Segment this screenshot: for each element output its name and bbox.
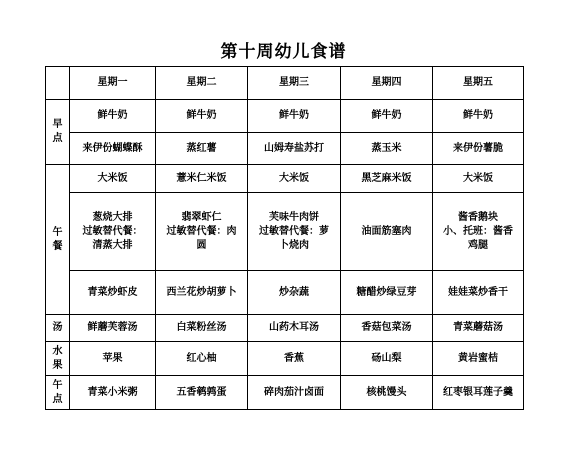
snack-row [46, 376, 524, 410]
breakfast-drink-row [46, 100, 524, 133]
day-header: 星期一 [70, 67, 156, 100]
menu-cell: 鲜牛奶 [248, 100, 341, 133]
menu-cell: 糖醋炒绿豆芽 [341, 271, 433, 315]
menu-cell: 鲜牛奶 [70, 100, 156, 133]
menu-cell: 黄岩蜜桔 [433, 342, 524, 376]
menu-cell: 青菜蘑菇汤 [433, 315, 524, 342]
category-lunch: 午 餐 [46, 165, 70, 315]
menu-cell: 鲜蘑芙蓉汤 [70, 315, 156, 342]
fruit-row [46, 342, 524, 376]
menu-cell: 鲜牛奶 [156, 100, 248, 133]
menu-cell: 青菜炒虾皮 [70, 271, 156, 315]
lunch-main-row [46, 193, 524, 271]
menu-cell: 葱烧大排 过敏替代餐： 清蒸大排 [70, 193, 156, 271]
menu-table [45, 66, 524, 410]
menu-cell: 蒸玉米 [341, 133, 433, 165]
menu-cell: 大米饭 [433, 165, 524, 193]
menu-cell: 红心柚 [156, 342, 248, 376]
category-snack: 午 点 [46, 376, 70, 410]
day-header: 星期三 [248, 67, 341, 100]
menu-cell: 来伊份薯脆 [433, 133, 524, 165]
menu-cell: 碎肉茄汁卤面 [248, 376, 341, 410]
menu-cell: 五香鹌鹑蛋 [156, 376, 248, 410]
menu-cell: 苹果 [70, 342, 156, 376]
menu-cell: 山药木耳汤 [248, 315, 341, 342]
lunch-veg-row [46, 271, 524, 315]
menu-cell: 翡翠虾仁 过敏替代餐：肉 圆 [156, 193, 248, 271]
menu-cell: 蒸红薯 [156, 133, 248, 165]
menu-cell: 香菇包菜汤 [341, 315, 433, 342]
menu-cell: 大米饭 [248, 165, 341, 193]
day-header: 星期四 [341, 67, 433, 100]
category-breakfast: 早 点 [46, 100, 70, 165]
menu-cell: 香蕉 [248, 342, 341, 376]
lunch-staple-row [46, 165, 524, 193]
menu-cell: 核桃馒头 [341, 376, 433, 410]
menu-cell: 炒杂蔬 [248, 271, 341, 315]
menu-cell: 红枣银耳莲子羹 [433, 376, 524, 410]
menu-cell: 芙味牛肉饼 过敏替代餐：萝 卜烧肉 [248, 193, 341, 271]
menu-cell: 油面筋塞肉 [341, 193, 433, 271]
day-header: 星期五 [433, 67, 524, 100]
menu-cell: 鲜牛奶 [341, 100, 433, 133]
menu-cell: 山姆寿盐苏打 [248, 133, 341, 165]
menu-cell: 砀山梨 [341, 342, 433, 376]
menu-cell: 鲜牛奶 [433, 100, 524, 133]
menu-cell: 来伊份蝴蝶酥 [70, 133, 156, 165]
page-title: 第十周幼儿食谱 [220, 42, 347, 62]
menu-cell: 酱香鹅块 小、托班：酱香 鸡腿 [433, 193, 524, 271]
corner-cell [46, 67, 70, 100]
soup-row [46, 315, 524, 342]
menu-cell: 薏米仁米饭 [156, 165, 248, 193]
header-row [46, 67, 524, 100]
menu-cell: 青菜小米粥 [70, 376, 156, 410]
menu-cell: 黑芝麻米饭 [341, 165, 433, 193]
menu-cell: 大米饭 [70, 165, 156, 193]
menu-cell: 娃娃菜炒香干 [433, 271, 524, 315]
category-soup: 汤 [46, 315, 70, 342]
category-fruit: 水 果 [46, 342, 70, 376]
menu-cell: 西兰花炒胡萝卜 [156, 271, 248, 315]
menu-cell: 白菜粉丝汤 [156, 315, 248, 342]
day-header: 星期二 [156, 67, 248, 100]
breakfast-food-row [46, 133, 524, 165]
